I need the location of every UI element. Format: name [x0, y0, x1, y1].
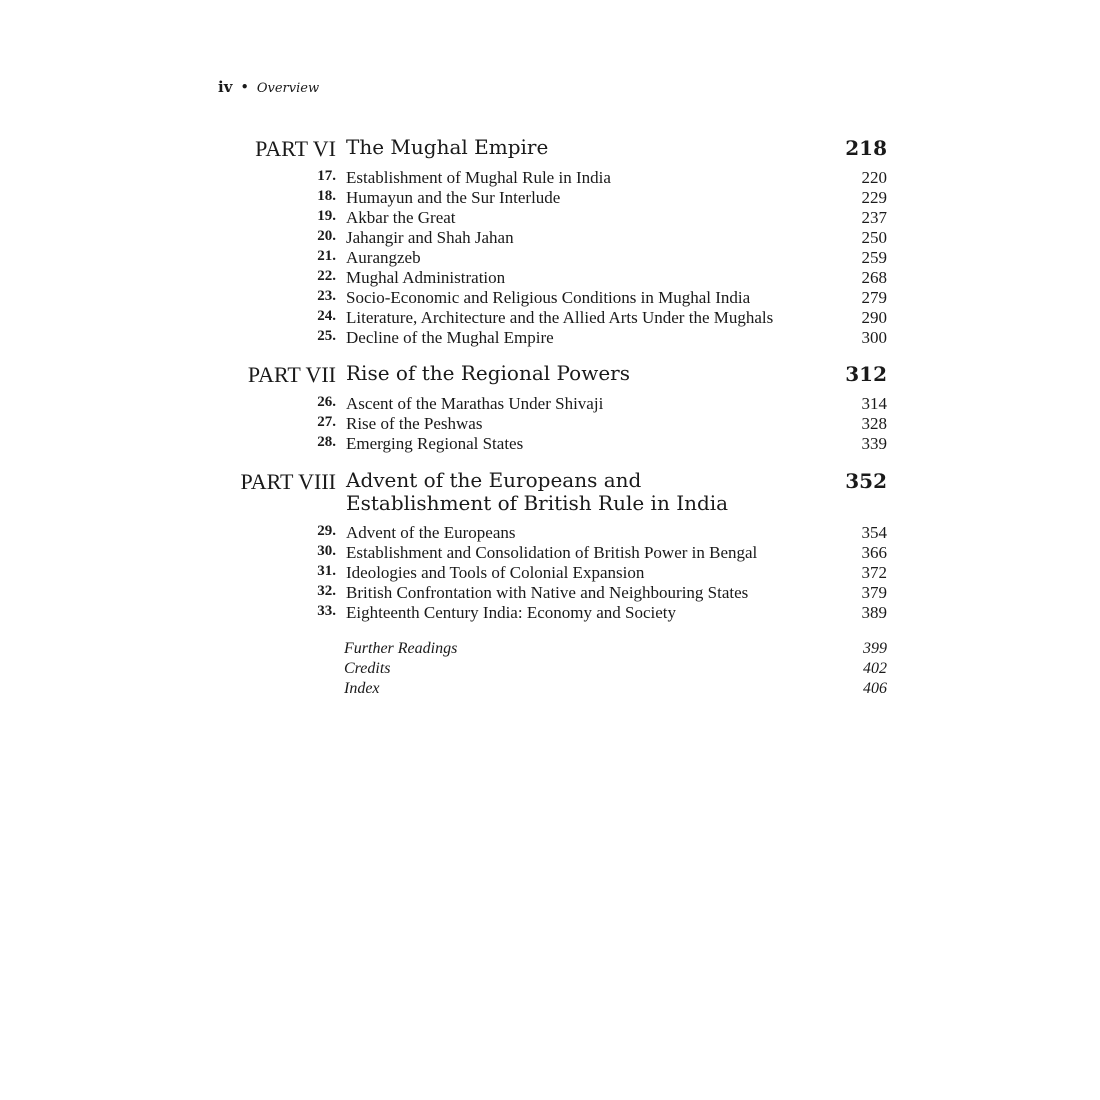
- chapter-title: Akbar the Great: [346, 208, 456, 227]
- chapter-title: Eighteenth Century India: Economy and Society: [346, 603, 677, 622]
- chapter-entry: [0, 583, 1100, 603]
- chapter-list: [0, 394, 1100, 454]
- chapter-page-number: 339: [861, 434, 887, 453]
- chapter-entry: [0, 414, 1100, 434]
- chapter-page-number: 354: [861, 523, 887, 542]
- chapter-number: 17.: [317, 168, 336, 184]
- chapter-number: 22.: [317, 268, 336, 284]
- chapter-number: 18.: [317, 188, 336, 204]
- backmatter-title: Further Readings: [344, 640, 458, 657]
- chapter-title: Establishment and Consolidation of British Power in Bengal: [346, 543, 758, 562]
- part-label: PART VIII: [240, 469, 336, 494]
- chapter-page-number: 328: [861, 414, 887, 433]
- backmatter-title: Index: [344, 680, 380, 697]
- chapter-entry: [0, 434, 1100, 454]
- chapter-title: Humayun and the Sur Interlude: [346, 188, 561, 207]
- chapter-number: 27.: [317, 414, 336, 430]
- chapter-number: 19.: [317, 208, 336, 224]
- backmatter-entry: [0, 660, 1100, 680]
- part-title: [346, 136, 548, 159]
- chapter-number: 26.: [317, 394, 336, 410]
- chapter-list: [0, 523, 1100, 623]
- backmatter-page-number: 399: [863, 640, 887, 657]
- chapter-title: Advent of the Europeans: [346, 523, 516, 542]
- part-title-line: The Mughal Empire: [346, 135, 549, 159]
- chapter-title: Aurangzeb: [346, 248, 421, 267]
- chapter-entry: [0, 288, 1100, 308]
- backmatter-entry: [0, 640, 1100, 660]
- running-head-section: Overview: [256, 81, 320, 96]
- part-title: [346, 362, 630, 385]
- chapter-number: 30.: [317, 543, 336, 559]
- chapter-title: Ideologies and Tools of Colonial Expansion: [346, 563, 645, 582]
- chapter-number: 31.: [317, 563, 336, 579]
- part-page-number: 218: [845, 136, 887, 160]
- chapter-entry: [0, 603, 1100, 623]
- chapter-number: 23.: [317, 288, 336, 304]
- backmatter-entry: [0, 680, 1100, 700]
- chapter-page-number: 268: [861, 268, 887, 287]
- chapter-page-number: 250: [861, 228, 887, 247]
- chapter-entry: [0, 248, 1100, 268]
- chapter-page-number: 366: [861, 543, 887, 562]
- part-viii: [0, 469, 1100, 623]
- page-folio: iv: [218, 78, 233, 96]
- part-vi: [0, 136, 1100, 348]
- running-head: [218, 78, 319, 96]
- chapter-entry: [0, 328, 1100, 348]
- chapter-page-number: 300: [861, 328, 887, 347]
- chapter-page-number: 237: [861, 208, 887, 227]
- part-title-line: Rise of the Regional Powers: [346, 361, 630, 385]
- chapter-number: 28.: [317, 434, 336, 450]
- chapter-page-number: 389: [861, 603, 887, 622]
- chapter-entry: [0, 308, 1100, 328]
- chapter-page-number: 290: [861, 308, 887, 327]
- chapter-entry: [0, 188, 1100, 208]
- chapter-title: Literature, Architecture and the Allied Arts Under the Mughals: [346, 308, 774, 327]
- chapter-list: [0, 168, 1100, 348]
- chapter-page-number: 259: [861, 248, 887, 267]
- part-heading: [0, 136, 1100, 166]
- backmatter-title: Credits: [344, 660, 391, 677]
- chapter-entry: [0, 394, 1100, 414]
- part-heading: [0, 469, 1100, 521]
- chapter-number: 25.: [317, 328, 336, 344]
- chapter-page-number: 314: [861, 394, 887, 413]
- chapter-title: Socio-Economic and Religious Conditions in Mughal India: [346, 288, 751, 307]
- part-label: PART VII: [247, 362, 336, 387]
- chapter-title: Jahangir and Shah Jahan: [346, 228, 514, 247]
- chapter-number: 24.: [317, 308, 336, 324]
- chapter-page-number: 372: [861, 563, 887, 582]
- chapter-title: British Confrontation with Native and Neighbouring States: [346, 583, 749, 602]
- part-vii: [0, 362, 1100, 454]
- chapter-entry: [0, 268, 1100, 288]
- chapter-title: Rise of the Peshwas: [346, 414, 483, 433]
- chapter-page-number: 220: [861, 168, 887, 187]
- chapter-entry: [0, 543, 1100, 563]
- chapter-title: Emerging Regional States: [346, 434, 524, 453]
- chapter-entry: [0, 563, 1100, 583]
- chapter-title: Ascent of the Marathas Under Shivaji: [346, 394, 604, 413]
- chapter-title: Establishment of Mughal Rule in India: [346, 168, 611, 187]
- part-page-number: 312: [845, 362, 887, 386]
- chapter-entry: [0, 168, 1100, 188]
- backmatter-page-number: 406: [863, 680, 887, 697]
- backmatter-page-number: 402: [863, 660, 887, 677]
- chapter-number: 21.: [317, 248, 336, 264]
- chapter-page-number: 379: [861, 583, 887, 602]
- part-title-line: Establishment of British Rule in India: [346, 491, 729, 515]
- chapter-number: 29.: [317, 523, 336, 539]
- chapter-title: Mughal Administration: [346, 268, 506, 287]
- chapter-number: 32.: [317, 583, 336, 599]
- chapter-entry: [0, 228, 1100, 248]
- chapter-page-number: 279: [861, 288, 887, 307]
- part-heading: [0, 362, 1100, 392]
- running-head-bullet: •: [240, 78, 250, 96]
- part-title-line: Advent of the Europeans and: [346, 468, 642, 492]
- chapter-number: 33.: [317, 603, 336, 619]
- chapter-number: 20.: [317, 228, 336, 244]
- chapter-page-number: 229: [861, 188, 887, 207]
- part-title: [346, 469, 728, 515]
- part-page-number: 352: [845, 469, 887, 493]
- chapter-entry: [0, 523, 1100, 543]
- chapter-title: Decline of the Mughal Empire: [346, 328, 554, 347]
- backmatter-list: [0, 640, 1100, 700]
- chapter-entry: [0, 208, 1100, 228]
- part-label: PART VI: [255, 136, 336, 161]
